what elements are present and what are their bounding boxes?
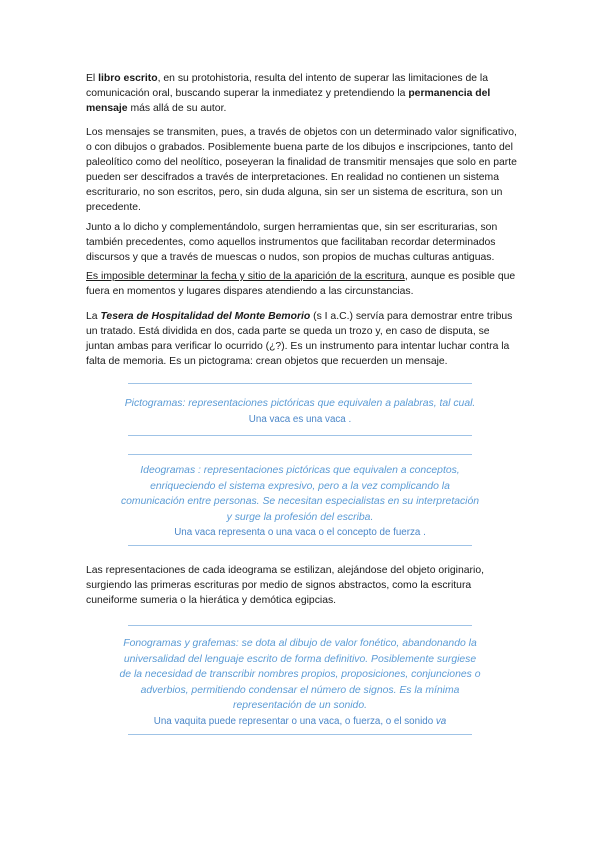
underlined-statement: Es imposible determinar la fecha y sitio de la aparición de la escritura xyxy=(86,271,405,282)
callout-example: Una vaca representa o una vaca o el concepto de fuerza . xyxy=(174,527,426,538)
bold-term-permanencia: permanencia del mensaje xyxy=(86,88,491,114)
callout-top-rule xyxy=(128,625,472,626)
callout-definition: Ideogramas : representaciones pictóricas que equivalen a conceptos, enriqueciendo el sistema expresivo, pero a la vez complicando la comunicación entre personas. Se necesitan especialistas en su interpretación y surge la profesión del escriba. xyxy=(120,465,480,523)
callout-bottom-rule xyxy=(128,435,472,436)
callout-definition: Fonogramas y grafemas: se dota al dibujo de valor fonético, abandonando la universalidad del lenguaje escrito de forma definitivo. Posiblemente surgiese de la necesidad de transcribir nombres propios, proposiciones, conjunciones o adverbios, permitiendo condensar el número de signos. Es la mínima representación de un sonido. xyxy=(119,638,481,711)
callout-ideogramas xyxy=(118,463,482,541)
callout-pictogramas xyxy=(118,396,482,427)
paragraph-imposible-determinar xyxy=(86,269,518,299)
paragraph-tesera xyxy=(86,309,518,369)
text-run: , aunque es posible que fuera en momentos y lugares dispares atendiendo a las circunstancias. xyxy=(86,271,516,297)
callout-top-rule xyxy=(128,383,472,384)
italic-sound: va xyxy=(435,715,447,727)
tesera-title: Tesera de Hospitalidad del Monte Bemorio xyxy=(100,311,311,322)
bold-term-libro-escrito: libro escrito xyxy=(98,73,158,84)
callout-top-rule xyxy=(128,454,472,455)
text-run: (s I a.C.) servía para demostrar entre tribus un tratado. Está dividida en dos, cada parte se queda un trozo y, en caso de disputa, se juntan ambas para verificar lo ocurrido (¿?). Es un instrumento para intentar luchar contra la falta de memoria. Es un pictograma: crean objetos que recuerden un mensaje. xyxy=(86,311,513,367)
text-run: La xyxy=(86,311,101,322)
callout-bottom-rule xyxy=(128,545,472,546)
callout-example xyxy=(118,714,482,730)
callout-fonogramas xyxy=(118,636,482,729)
text-run: más allá de su autor. xyxy=(127,103,227,114)
callout-bottom-rule xyxy=(128,734,472,735)
paragraph-herramientas: Junto a lo dicho y complementándolo, surgen herramientas que, sin ser escriturarias, son también precedentes, como aquellos instrumentos que facilitaban recordar determinados discursos y que a través de muescas o nudos, son propios de muchas culturas antiguas. xyxy=(86,222,498,263)
callout-definition: Pictogramas: representaciones pictóricas que equivalen a palabras, tal cual. xyxy=(124,398,476,409)
paragraph-representaciones: Las representaciones de cada ideograma se estilizan, alejándose del objeto originario, surgiendo las primeras escrituras por medio de signos abstractos, como la escritura cuneiforme sumeria o la hierática y demótica egipcias. xyxy=(86,565,484,606)
text-run: Una vaquita puede representar o una vaca, o fuerza, o el sonido xyxy=(153,715,436,727)
paragraph-mensajes: Los mensajes se transmiten, pues, a través de objetos con un determinado valor significativo, o con dibujos o grabados. Posiblemente buena parte de los dibujos e inscripciones, tanto del paleolítico como del neolítico, poseyeran la finalidad de transmitir mensajes que solo en parte pueden ser descifrados a través de interpretaciones. En realidad no contienen un sistema escriturario, no son escritos, pero, sin duda alguna, sin ser un sistema de escritura, son un precedente. xyxy=(86,127,517,213)
text-run: , en su protohistoria, resulta del intento de superar las limitaciones de la comunicación oral, buscando superar la inmediatez y pretendiendo la xyxy=(86,73,488,99)
paragraph-libro-escrito xyxy=(86,71,518,116)
text-run: El xyxy=(86,73,99,84)
callout-example: Una vaca es una vaca . xyxy=(248,413,352,425)
